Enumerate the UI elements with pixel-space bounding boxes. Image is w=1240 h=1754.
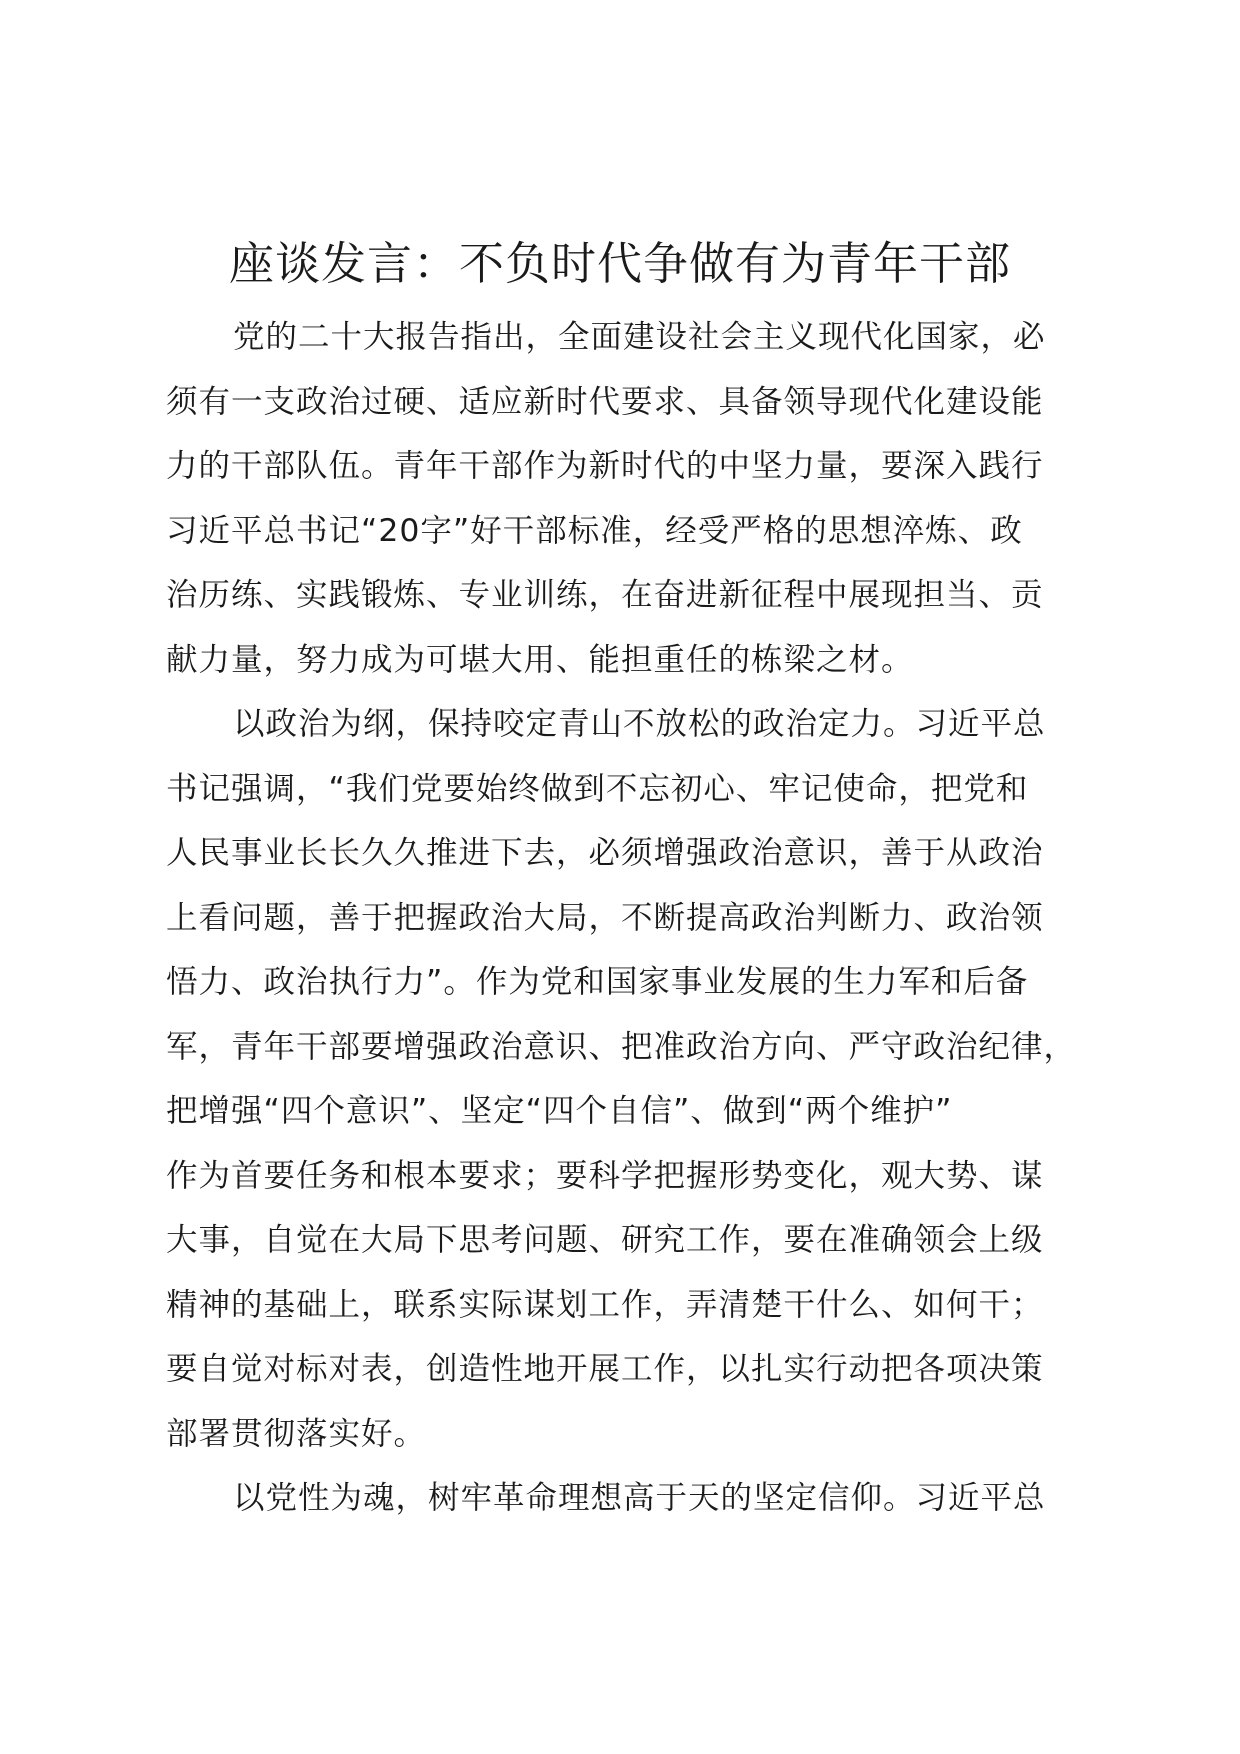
document-body [166, 305, 1166, 1531]
paragraph-line: 精神的基础上，联系实际谋划工作，弄清楚干什么、如何干； [166, 1286, 1044, 1323]
paragraph-line: 以党性为魂，树牢革命理想高于天的坚定信仰。习近平总 [233, 1480, 1046, 1516]
paragraph-line: 党的二十大报告指出，全面建设社会主义现代化国家，必 [233, 319, 1046, 355]
paragraph-line: 作为首要任务和根本要求；要科学把握形势变化，观大势、谋 [166, 1157, 1044, 1194]
paragraph-line: 悟力、政治执行力”。作为党和国家事业发展的生力军和后备 [166, 964, 1029, 1000]
paragraph-line: 力的干部队伍。青年干部作为新时代的中坚力量，要深入践行 [166, 448, 1044, 484]
paragraph-line: 部署贯彻落实好。 [166, 1415, 427, 1452]
paragraph-line: 习近平总书记“20字”好干部标准，经受严格的思想淬炼、政 [166, 512, 1023, 549]
document-title: 座谈发言：不负时代争做有为青年干部 [228, 237, 1011, 290]
paragraph-line: 人民事业长长久久推进下去，必须增强政治意识，善于从政治 [166, 835, 1044, 871]
paragraph-line: 上看问题，善于把握政治大局，不断提高政治判断力、政治领 [166, 899, 1044, 936]
paragraph-line: 须有一支政治过硬、适应新时代要求、具备领导现代化建设能 [166, 383, 1044, 420]
paragraph-line: 把增强“四个意识”、坚定“四个自信”、做到“两个维护” [166, 1093, 953, 1129]
paragraph-line: 大事，自觉在大局下思考问题、研究工作，要在准确领会上级 [166, 1222, 1044, 1258]
paragraph-line: 治历练、实践锻炼、专业训练，在奋进新征程中展现担当、贡 [166, 577, 1044, 613]
paragraph-line: 献力量，努力成为可堪大用、能担重任的栋梁之材。 [166, 641, 914, 678]
paragraph-line: 军，青年干部要增强政治意识、把准政治方向、严守政治纪律， [166, 1028, 1077, 1065]
paragraph-line: 书记强调，“我们党要始终做到不忘初心、牢记使命，把党和 [166, 770, 1029, 807]
paragraph [166, 1466, 1166, 1531]
paragraph [166, 692, 1166, 1466]
paragraph-line: 要自觉对标对表，创造性地开展工作，以扎实行动把各项决策 [166, 1351, 1044, 1387]
paragraph-line: 以政治为纲，保持咬定青山不放松的政治定力。习近平总 [233, 706, 1046, 742]
paragraph [166, 305, 1166, 692]
